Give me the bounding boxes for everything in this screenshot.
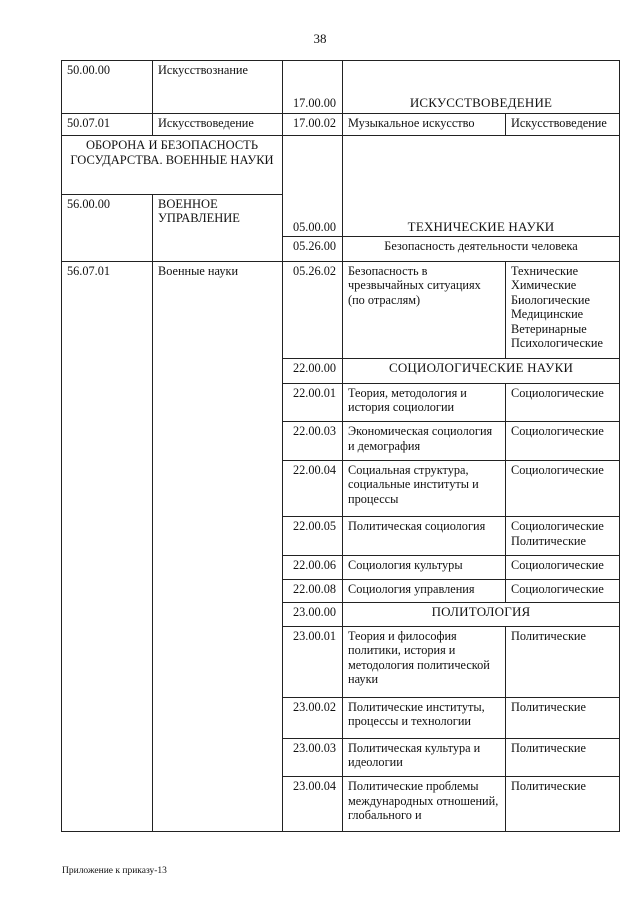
right-name: Политические институты, процессы и технологии: [343, 697, 506, 738]
right-branch: Политические: [506, 738, 620, 777]
section-title: СОЦИОЛОГИЧЕСКИЕ НАУКИ: [343, 359, 620, 383]
right-branch: Политические: [506, 777, 620, 832]
left-heading: ОБОРОНА И БЕЗОПАСНОСТЬ ГОСУДАРСТВА. ВОЕННЫЕ НАУКИ: [62, 136, 283, 195]
right-code: 22.00.03: [283, 422, 343, 461]
right-name: Политическая культура и идеологии: [343, 738, 506, 777]
right-branch: Социологические: [506, 460, 620, 517]
section-title: ИСКУССТВОВЕДЕНИЕ: [343, 61, 620, 114]
right-name: Теория, методология и история социологии: [343, 383, 506, 422]
branch: Психологические: [511, 336, 603, 351]
left-code: 56.07.01: [62, 261, 153, 831]
right-code: 22.00.04: [283, 460, 343, 517]
table-row: [62, 113, 620, 135]
branch: Медицинские: [511, 307, 584, 322]
specialties-table: [61, 60, 620, 832]
right-name: Политическая социология: [343, 517, 506, 556]
left-code: 56.00.00: [62, 194, 153, 261]
right-branch: Искусствоведение: [506, 113, 620, 135]
right-name: Социальная структура, социальные институты и процессы: [343, 460, 506, 517]
left-name: ВОЕННОЕ УПРАВЛЕНИЕ: [153, 194, 283, 261]
right-code: 22.00.01: [283, 383, 343, 422]
right-code: 17.00.00: [283, 61, 343, 114]
right-name: Социология управления: [343, 580, 506, 602]
right-code: 05.00.00: [283, 136, 343, 237]
right-name: Социология культуры: [343, 555, 506, 579]
right-code: 22.00.05: [283, 517, 343, 556]
table-row: [62, 136, 620, 195]
branch: Ветеринарные: [511, 321, 587, 336]
right-code: 23.00.03: [283, 738, 343, 777]
right-code: 17.00.02: [283, 113, 343, 135]
branch: Социологические: [511, 519, 604, 534]
footer-note: Приложение к приказу-13: [62, 866, 167, 876]
section-title: ПОЛИТОЛОГИЯ: [343, 602, 620, 626]
right-code: 22.00.00: [283, 359, 343, 383]
right-code: 23.00.04: [283, 777, 343, 832]
right-name: Безопасность в чрезвычайных ситуациях (по отраслям): [343, 261, 506, 358]
table-row: [62, 261, 620, 358]
right-code: 22.00.06: [283, 555, 343, 579]
right-code: 23.00.00: [283, 602, 343, 626]
section-title: ТЕХНИЧЕСКИЕ НАУКИ: [343, 136, 620, 237]
right-branches: [506, 517, 620, 556]
right-code: 05.26.02: [283, 261, 343, 358]
right-branch: Социологические: [506, 555, 620, 579]
right-code: 23.00.02: [283, 697, 343, 738]
right-code: 23.00.01: [283, 626, 343, 697]
branch: Технические: [511, 263, 579, 278]
subsection-title: Безопасность деятельности человека: [343, 237, 620, 261]
branch: Политические: [511, 533, 586, 548]
right-name: Политические проблемы международных отношений, глобального и: [343, 777, 506, 832]
left-name: Искусствознание: [153, 61, 283, 114]
right-branch: Социологические: [506, 580, 620, 602]
right-name: Экономическая социология и демография: [343, 422, 506, 461]
right-name: Теория и философия политики, история и методология политической науки: [343, 626, 506, 697]
left-name: Искусствоведение: [153, 113, 283, 135]
page-number: 38: [313, 31, 327, 46]
right-code: 05.26.00: [283, 237, 343, 261]
right-code: 22.00.08: [283, 580, 343, 602]
branch: Химические: [511, 278, 577, 293]
left-code: 50.00.00: [62, 61, 153, 114]
right-branch: Политические: [506, 626, 620, 697]
right-branch: Социологические: [506, 422, 620, 461]
right-branch: Политические: [506, 697, 620, 738]
right-name: Музыкальное искусство: [343, 113, 506, 135]
right-branches: [506, 261, 620, 358]
left-name: Военные науки: [153, 261, 283, 831]
left-code: 50.07.01: [62, 113, 153, 135]
table-row: [62, 61, 620, 114]
right-branch: Социологические: [506, 383, 620, 422]
branch: Биологические: [511, 292, 590, 307]
